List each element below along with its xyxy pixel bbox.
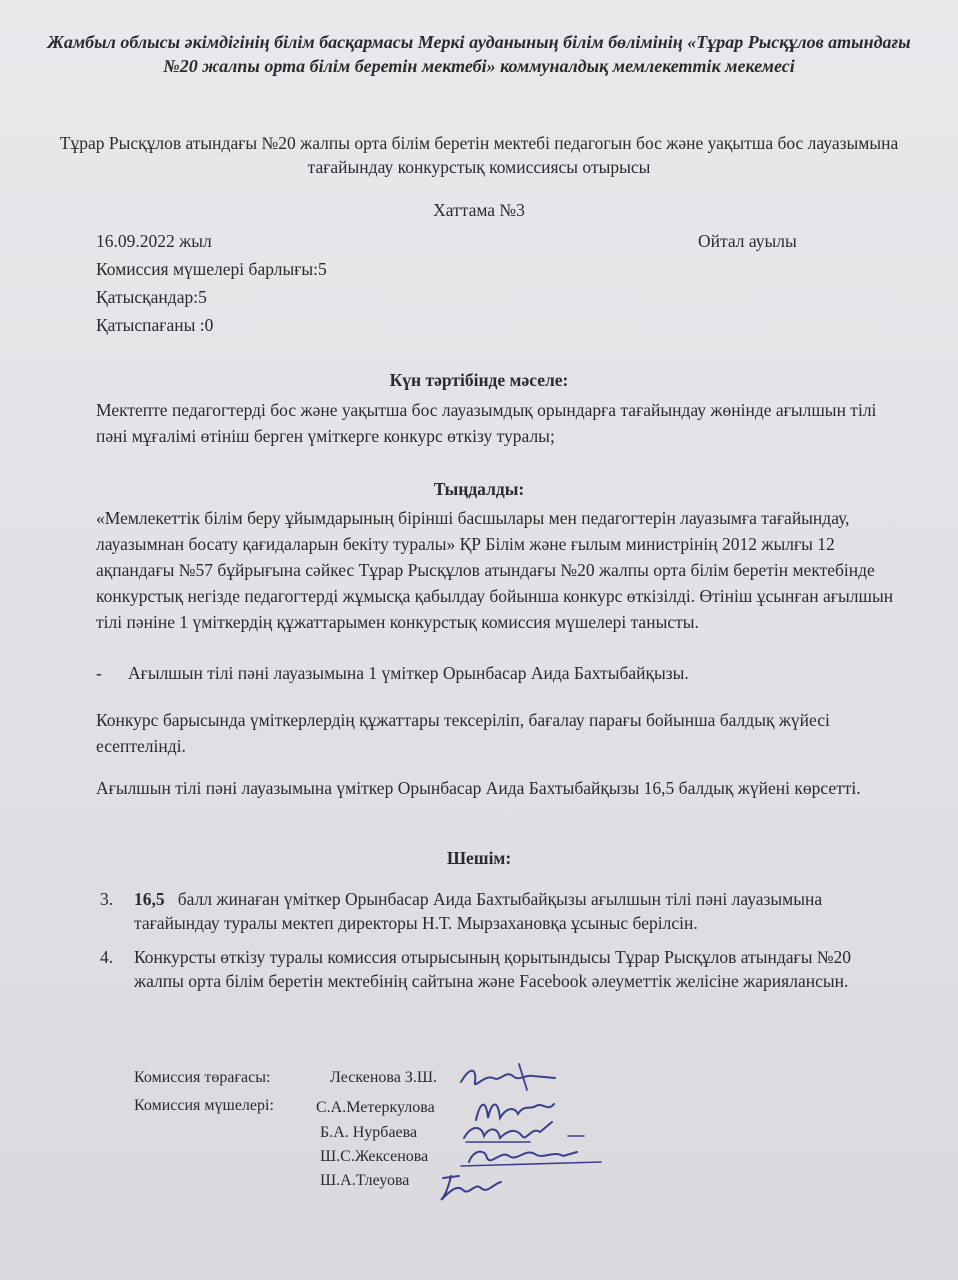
attended-count: Қатысқандар:5 [96,287,207,307]
chair-signature-icon [455,1060,565,1096]
member-signature-icon [435,1168,515,1204]
meeting-place: Ойтал ауылы [698,231,797,251]
decision-score: 16,5 [134,889,165,909]
decision-heading: Шешім: [446,848,512,868]
member-name: Б.А. Нурбаева [320,1124,418,1141]
members-label: Комиссия мүшелері: [134,1097,274,1114]
evaluation-paragraph [96,707,896,759]
protocol-number: Хаттама №3 [433,200,525,220]
candidate-item-text: Ағылшын тілі пәні лауазымына 1 үміткер Орынбасар Аида Бахтыбайқызы. [128,663,689,683]
decision-number: 4. [100,947,114,967]
organization-header: Жамбыл облысы әкімдігінің білім басқармасы Меркі ауданының білім бөлімінің «Тұрар Рысқұлов атындағы №20 жалпы орта білім беретін мектебі» коммуналдық мемлекеттік мекемесі [47,32,911,76]
heard-heading: Тыңдалды: [433,479,525,499]
commission-title: Тұрар Рысқұлов атындағы №20 жалпы орта білім беретін мектебі педагогын бос және уақытша бос лауазымына тағайындау конкурстық комиссиясы отырысы [59,133,899,177]
result-text: Ағылшын тілі пәні лауазымына үміткер Орынбасар Аида Бахтыбайқызы 16,5 балдық жүйені көрсетті. [96,778,861,798]
decision-number: 3. [100,889,114,909]
absent-count: Қатыспағаны :0 [96,315,214,335]
agenda-heading: Күн тәртібінде мәселе: [389,370,569,390]
decision-text: балл жинаған үміткер Орынбасар Аида Бахтыбайқызы ағылшын тілі пәні лауазымына тағайындау туралы мектеп директоры Н.Т. Мырзахановқа ұсыныс берілсін. [134,889,823,933]
chair-label: Комиссия төрағасы: [134,1069,271,1086]
decision-item [100,945,900,1017]
decision-text: Конкурсты өткізу туралы комиссия отырысының қорытындысы Тұрар Рысқұлов атындағы №20 жалпы орта білім беретін мектебінің сайтына және Facebook әлеуметтік желісіне жариялансын. [134,947,852,991]
members-total: Комиссия мүшелері барлығы:5 [96,259,327,279]
member-name: Ш.А.Тлеуова [320,1172,410,1189]
meeting-date: 16.09.2022 жыл [96,231,212,251]
decision-item [100,887,900,937]
agenda-text: Мектепте педагогтерді бос және уақытша бос лауазымдық орындарға тағайындау жөнінде ағылшын тілі пәні мұғалімі өтініш берген үміткерге конкурс өткізу туралы; [96,400,877,446]
candidate-list-item [96,663,689,684]
evaluation-text: Конкурс барысында үміткерлердің құжаттары тексеріліп, бағалау парағы бойынша балдық жүйесі есептелінді. [96,710,830,756]
result-paragraph [96,775,896,801]
heard-text: «Мемлекеттік білім беру ұйымдарының бірінші басшылары мен педагогтерін лауазымға тағайындау, лауазымнан босату қағидаларын бекіту туралы» ҚР Білім және ғылым министрінің 2012 жылғы 12 ақпандағы №57 бұйрығына сәйкес Тұрар Рысқұлов атындағы №20 жалпы орта білім беретін мектебінде конкурстық негізде педагогтерді жұмысқа қабылдау бойынша конкурс өткізілді. Өтініш ұсынған ағылшын тілі пәніне 1 үміткердің құжаттарымен конкурстық комиссия мүшелері танысты. [96,508,894,632]
member-name: С.А.Метеркулова [316,1099,435,1116]
member-name: Ш.С.Жексенова [320,1148,429,1165]
list-dash: - [96,663,102,683]
chair-name: Лескенова З.Ш. [330,1069,437,1086]
